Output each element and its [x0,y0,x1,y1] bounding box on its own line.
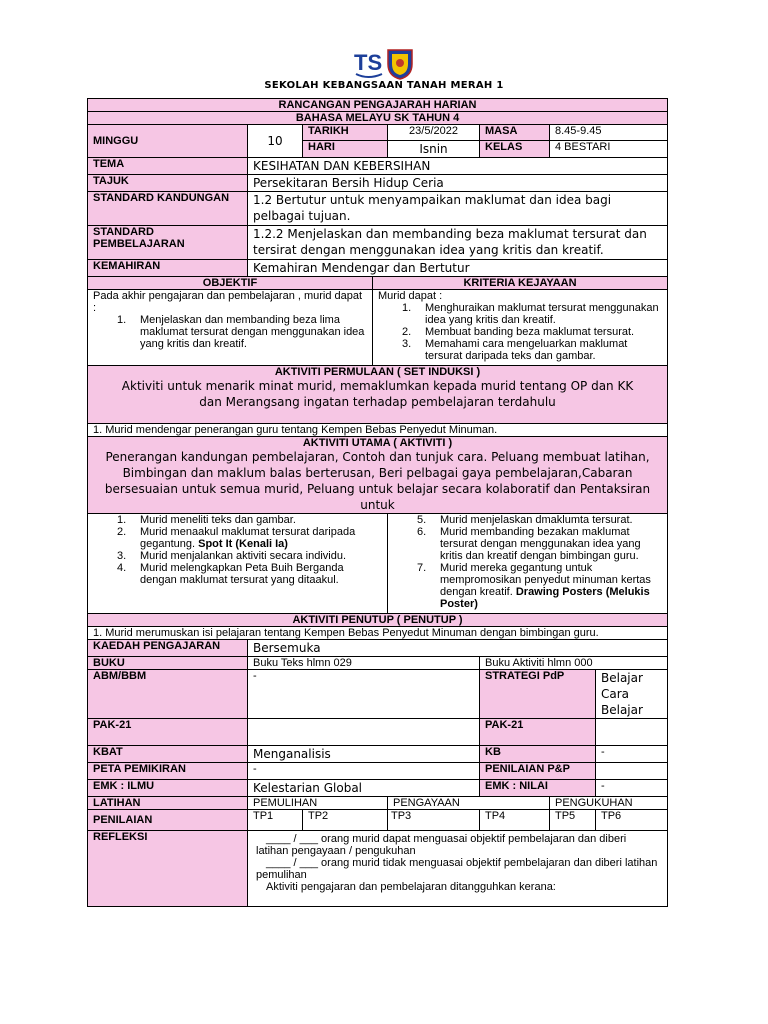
kbat-label: KBAT [88,746,248,763]
tp5: TP5 [550,810,596,831]
plan-subtitle: BAHASA MELAYU SK TAHUN 4 [88,112,668,125]
set-induksi-label: AKTIVITI PERMULAAN ( SET INDUKSI ) [274,366,481,378]
tp6: TP6 [596,810,668,831]
pak21-label-2: PAK-21 [480,719,596,746]
penutup-label: AKTIVITI PENUTUP ( PENUTUP ) [88,614,668,627]
set-induksi-description: Aktiviti untuk menarik minat murid, memaklumkan kepada murid tentang OP dan KK dan Merangsang ingatan terhadap pembelajaran terdahulu [121,379,634,409]
list-item: 6. Murid membanding bezakan maklumat tersurat dengan menggunakan idea yang kritis dan kreatif dengan bimbingan guru. [417,526,641,562]
buku-label: BUKU [88,657,248,670]
kriteria-label: KRITERIA KEJAYAAN [373,277,668,290]
masa-label: MASA [480,125,550,141]
penutup-step: 1. Murid merumuskan isi pelajaran tentang Kempen Bebas Penyedut Minuman dengan bimbingan guru. [88,627,668,640]
aktiviti-left-list [93,514,382,586]
list-item: 1. Murid meneliti teks dan gambar. [117,514,296,526]
kriteria-content [373,290,668,366]
aktiviti-utama-description: Penerangan kandungan pembelajaran, Contoh dan tunjuk cara. Peluang membuat latihan, Bimbingan dan maklum balas berterusan, Beri pelbagai gaya pembelajaran,Cabaran bersesuaian untuk semua murid, Peluang untuk belajar secara kolaboratif dan Pentaksiran untuk [104,450,651,512]
emk-ilmu-label: EMK : ILMU [88,780,248,797]
tema-label: TEMA [88,158,248,175]
school-logo [352,46,416,80]
kemahiran-value: Kemahiran Mendengar dan Bertutur [248,260,668,277]
emk-nilai-label: EMK : NILAI [480,780,596,797]
aktiviti-utama-right [388,514,668,614]
set-induksi-step: 1. Murid mendengar penerangan guru tentang Kempen Bebas Penyedut Minuman. [88,424,668,437]
penilaian-label: PENILAIAN [88,810,248,831]
refleksi-label: REFLEKSI [88,831,248,907]
tarikh-value: 23/5/2022 [388,125,480,141]
list-item: 5. Murid menjelaskan dmaklumta tersurat. [417,514,633,526]
lesson-plan-table [87,98,668,907]
list-item: 2. Murid menaakul maklumat tersurat daripada gegantung. Spot It (Kenali Ia) [117,526,356,550]
peta-pemikiran-label: PETA PEMIKIRAN [88,763,248,780]
spot-it-label: Spot It (Kenali Ia) [198,538,288,550]
latihan-pengukuhan: PENGUKUHAN [550,797,668,810]
buku-aktiviti: Buku Aktiviti hlmn 000 [480,657,668,670]
standard-pembelajaran-value: 1.2.2 Menjelaskan dan membanding beza maklumat tersurat dan tersirat dengan menggunakan idea yang kritis dan kreatif. [248,226,668,260]
list-item: 2. Membuat banding beza maklumat tersurat. [402,326,635,338]
standard-kandungan-value: 1.2 Bertutur untuk menyampaikan maklumat dan idea bagi pelbagai tujuan. [248,192,668,226]
minggu-value: 10 [248,125,303,158]
list-item: 4. Murid melengkapkan Peta Buih Berganda dengan maklumat tersurat yang ditaakul. [117,562,344,586]
tp4: TP4 [480,810,550,831]
kb-label: KB [480,746,596,763]
kelas-value: 4 BESTARI [550,141,668,158]
aktiviti-utama-label: AKTIVITI UTAMA ( AKTIVITI ) [302,437,453,449]
kemahiran-label: KEMAHIRAN [88,260,248,277]
abm-value: - [248,670,480,719]
latihan-pemulihan: PEMULIHAN [248,797,388,810]
refleksi-content [248,831,668,907]
list-item: 1. Menghuraikan maklumat tersurat menggunakan idea yang kritis dan kreatif. [402,302,659,326]
peta-pemikiran-value: - [248,763,480,780]
list-item: 1. Menjelaskan dan membanding beza lima maklumat tersurat dengan menggunakan idea yang kritis dan kreatif. [117,314,365,350]
tema-value: KESIHATAN DAN KEBERSIHAN [248,158,668,175]
strategi-label: STRATEGI PdP [480,670,596,719]
tp3: TP3 [388,810,480,831]
kaedah-value: Bersemuka [248,640,668,657]
pak21-value [248,719,480,746]
hari-label: HARI [303,141,388,158]
pak21-label: PAK-21 [88,719,248,746]
kelas-label: KELAS [480,141,550,158]
hari-value: Isnin [388,141,480,158]
kbat-value: Menganalisis [248,746,480,763]
kaedah-label: KAEDAH PENGAJARAN [88,640,248,657]
kriteria-intro: Murid dapat : [378,290,443,302]
aktiviti-right-list [393,514,662,610]
penilaian-pp-value [596,763,668,780]
tajuk-value: Persekitaran Bersih Hidup Ceria [248,175,668,192]
list-item: 3. Murid menjalankan aktiviti secara individu. [117,550,347,562]
aktiviti-utama-section [88,437,668,514]
set-induksi-section [88,366,668,424]
aktiviti-utama-left [88,514,388,614]
buku-teks: Buku Teks hlmn 029 [248,657,480,670]
strategi-value: Belajar Cara Belajar [596,670,668,719]
kb-value: - [596,746,668,763]
tarikh-label: TARIKH [303,125,388,141]
pak21-value-2 [596,719,668,746]
standard-pembelajaran-label: STANDARD PEMBELAJARAN [88,226,248,260]
list-item: 3. Memahami cara mengeluarkan maklumat tersurat daripada teks dan gambar. [402,338,628,362]
tp1: TP1 [248,810,303,831]
emk-ilmu-value: Kelestarian Global [248,780,480,797]
masa-value: 8.45-9.45 [550,125,668,141]
objektif-list [93,314,367,350]
abm-label: ABM/BBM [88,670,248,719]
objektif-content [88,290,373,366]
refleksi-line-2: ____ / ___ orang murid tidak menguasai objektif pembelajaran dan diberi latihan pemulihan [256,857,658,881]
latihan-pengayaan: PENGAYAAN [388,797,550,810]
tajuk-label: TAJUK [88,175,248,192]
objektif-intro: Pada akhir pengajaran dan pembelajaran , murid dapat : [93,290,363,314]
drawing-posters-label: Drawing Posters (Melukis Poster) [440,586,650,610]
tp2: TP2 [303,810,388,831]
list-item: 7. Murid mereka gegantung untuk mempromosikan penyedut minuman kertas dengan kreatif. Drawing Posters (Melukis Poster) [417,562,651,610]
refleksi-line-1: ____ / ___ orang murid dapat menguasai objektif pembelajaran dan diberi latihan pengayaan / pengukuhan [256,833,627,857]
latihan-label: LATIHAN [88,797,248,810]
minggu-label: MINGGU [88,125,248,158]
logo-text: TS [354,50,383,75]
school-name: SEKOLAH KEBANGSAAN TANAH MERAH 1 [264,80,504,91]
refleksi-line-3: Aktiviti pengajaran dan pembelajaran ditangguhkan kerana: [266,881,556,893]
standard-kandungan-label: STANDARD KANDUNGAN [88,192,248,226]
emk-nilai-value: - [596,780,668,797]
objektif-label: OBJEKTIF [88,277,373,290]
penilaian-pp-label: PENILAIAN P&P [480,763,596,780]
kriteria-list [378,302,662,362]
plan-title: RANCANGAN PENGAJARAH HARIAN [88,99,668,112]
